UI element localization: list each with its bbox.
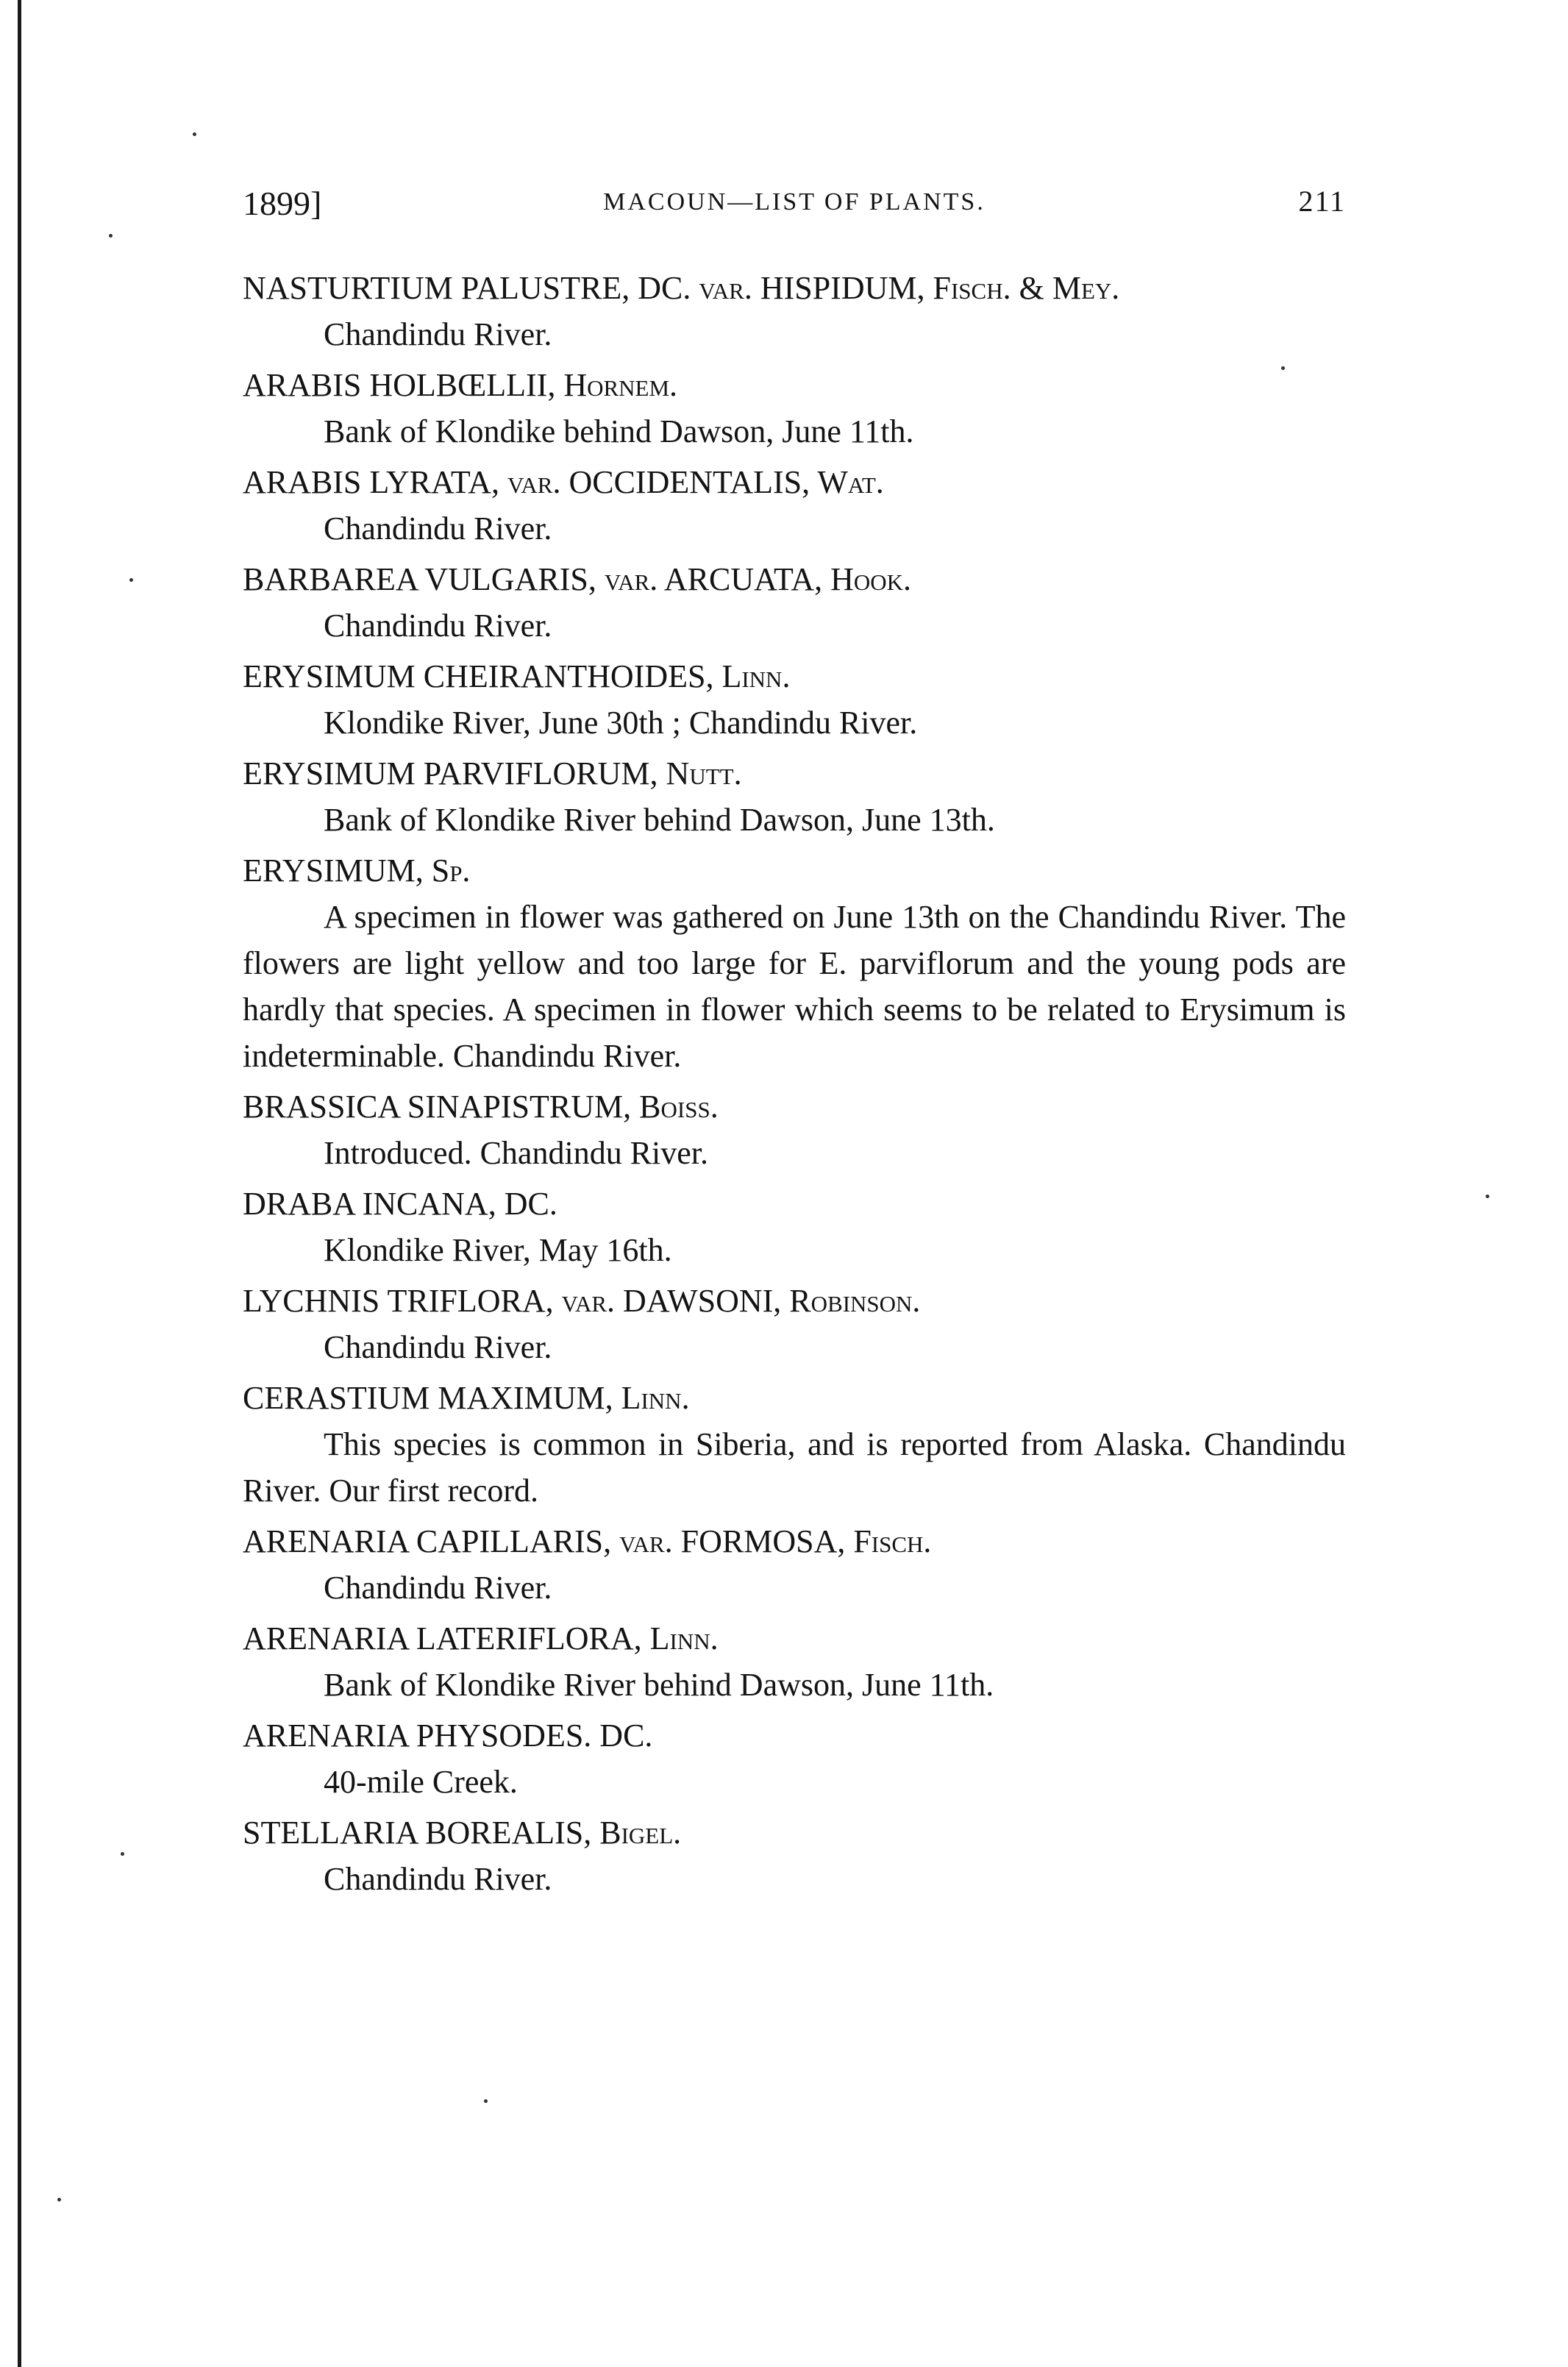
speck [484, 2099, 488, 2103]
locality: Klondike River, May 16th. [324, 1232, 672, 1268]
list-item [243, 1518, 1346, 1611]
species-name: ARABIS HOLBŒLLII, Hornem. [243, 367, 678, 403]
running-head-title: MACOUN—LIST OF PLANTS. [603, 188, 986, 216]
speck [109, 234, 113, 238]
binding-edge [18, 0, 21, 2367]
list-item [243, 362, 1346, 455]
list-item [243, 653, 1346, 746]
locality: Chandindu River. [324, 608, 552, 644]
running-head-year: 1899] [243, 185, 322, 222]
locality: Bank of Klondike River behind Dawson, June 13th. [324, 802, 995, 838]
species-name: ERYSIMUM CHEIRANTHOIDES, Linn. [243, 658, 791, 694]
list-item [243, 265, 1346, 357]
species-note: This species is common in Siberia, and is reported from Alaska. Chandindu River. Our first record. [243, 1426, 1346, 1509]
list-item [243, 556, 1346, 649]
list-item [243, 1809, 1346, 1902]
species-name: ARENARIA PHYSODES. DC. [243, 1718, 653, 1754]
list-item [243, 1083, 1346, 1176]
speck [129, 578, 133, 582]
list-item [243, 1181, 1346, 1273]
list-item [243, 1615, 1346, 1708]
species-note: A specimen in flower was gathered on June 13th on the Chandindu River. The flowers are light yellow and too large for E. parviflorum and the young pods are hardly that species. A specimen in flower which seems to be related to Erysimum is indeterminable. Chandindu River. [243, 899, 1346, 1074]
locality: Chandindu River. [324, 316, 552, 352]
list-item [243, 1712, 1346, 1805]
species-name: BRASSICA SINAPISTRUM, Boiss. [243, 1089, 719, 1125]
species-name: ARENARIA CAPILLARIS, var. FORMOSA, Fisch. [243, 1523, 932, 1559]
species-name: ARABIS LYRATA, var. OCCIDENTALIS, Wat. [243, 464, 884, 500]
list-item [243, 1278, 1346, 1370]
locality: Bank of Klondike behind Dawson, June 11th. [324, 413, 914, 449]
locality: Chandindu River. [324, 510, 552, 547]
page-number: 211 [1298, 185, 1346, 218]
plant-list [243, 265, 1346, 1902]
locality: Klondike River, June 30th ; Chandindu River. [324, 705, 918, 741]
species-name: ERYSIMUM, Sp. [243, 853, 471, 889]
page [243, 171, 1346, 1907]
speck [1486, 1195, 1489, 1198]
species-name: NASTURTIUM PALUSTRE, DC. var. HISPIDUM, Fisch. & Mey. [243, 270, 1120, 306]
species-name: STELLARIA BOREALIS, Bigel. [243, 1815, 682, 1851]
running-head [243, 171, 1346, 222]
list-item [243, 750, 1346, 843]
species-name: ARENARIA LATERIFLORA, Linn. [243, 1620, 719, 1656]
locality: Bank of Klondike River behind Dawson, June 11th. [324, 1667, 994, 1703]
list-item [243, 459, 1346, 552]
locality: Introduced. Chandindu River. [324, 1135, 709, 1171]
locality: Chandindu River. [324, 1329, 552, 1365]
locality: Chandindu River. [324, 1861, 552, 1897]
speck [193, 132, 196, 136]
speck [121, 1852, 124, 1856]
species-name: LYCHNIS TRIFLORA, var. DAWSONI, Robinson. [243, 1283, 921, 1319]
species-name: CERASTIUM MAXIMUM, Linn. [243, 1380, 690, 1416]
species-name: ERYSIMUM PARVIFLORUM, Nutt. [243, 755, 742, 791]
list-item [243, 847, 1346, 1079]
species-name: DRABA INCANA, DC. [243, 1186, 557, 1222]
locality: 40-mile Creek. [324, 1764, 518, 1800]
locality: Chandindu River. [324, 1570, 552, 1606]
speck [57, 2198, 61, 2202]
list-item [243, 1375, 1346, 1514]
species-name: BARBAREA VULGARIS, var. ARCUATA, Hook. [243, 561, 912, 597]
